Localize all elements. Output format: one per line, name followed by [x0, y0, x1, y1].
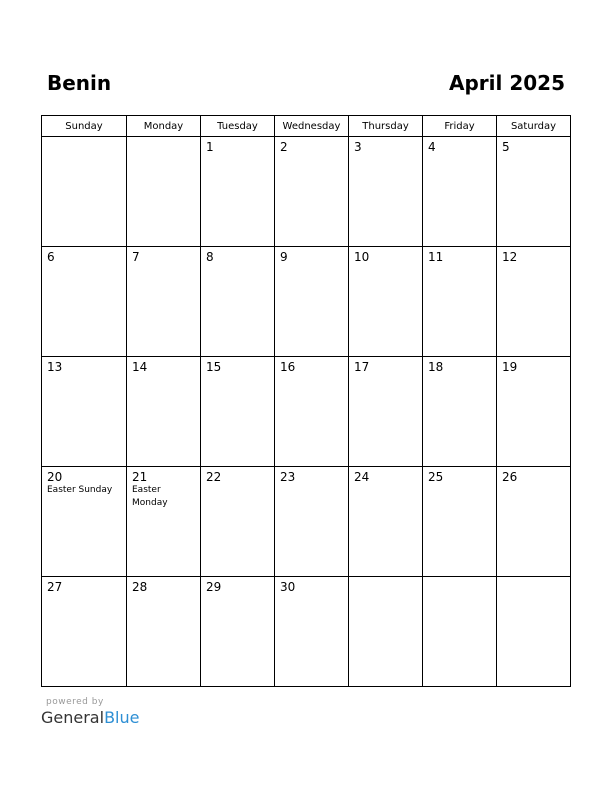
day-number: 4	[428, 140, 436, 154]
day-number	[127, 137, 200, 140]
day-cell	[349, 577, 423, 687]
day-number: 22	[206, 470, 222, 484]
day-cell	[42, 577, 127, 687]
day-number	[349, 577, 422, 580]
day-number	[497, 577, 570, 580]
weekday-header: Friday	[423, 116, 497, 137]
day-cell	[275, 137, 349, 247]
day-number: 29	[206, 580, 222, 594]
day-cell	[349, 467, 423, 577]
day-number: 27	[47, 580, 63, 594]
brand-name-part1: General	[41, 708, 105, 727]
calendar-grid	[41, 115, 571, 687]
day-cell	[423, 137, 497, 247]
day-cell	[423, 357, 497, 467]
day-cell	[349, 357, 423, 467]
day-cell	[42, 467, 127, 577]
day-number	[423, 577, 496, 580]
day-cell	[201, 357, 275, 467]
day-number: 13	[47, 360, 63, 374]
day-cell	[349, 247, 423, 357]
day-cell	[423, 247, 497, 357]
day-number: 10	[354, 250, 370, 264]
day-cell	[201, 467, 275, 577]
day-number: 26	[502, 470, 518, 484]
day-number: 16	[280, 360, 296, 374]
day-cell	[497, 137, 571, 247]
day-number: 17	[354, 360, 370, 374]
day-number: 5	[502, 140, 510, 154]
weekday-header: Saturday	[497, 116, 571, 137]
day-number: 20	[47, 470, 63, 484]
brand-logo[interactable]	[41, 708, 139, 728]
day-number: 15	[206, 360, 222, 374]
day-cell	[42, 137, 127, 247]
day-number: 19	[502, 360, 518, 374]
brand-name-part2: Blue	[104, 708, 140, 727]
holiday-label: Easter Monday	[132, 485, 168, 508]
day-cell	[127, 577, 201, 687]
day-number: 11	[428, 250, 444, 264]
day-cell	[423, 577, 497, 687]
week-row	[42, 357, 571, 467]
day-number: 7	[132, 250, 140, 264]
day-cell	[275, 467, 349, 577]
day-cell	[497, 467, 571, 577]
weekday-header: Monday	[127, 116, 201, 137]
day-number: 8	[206, 250, 214, 264]
day-number	[42, 137, 126, 140]
week-row	[42, 137, 571, 247]
day-number: 12	[502, 250, 518, 264]
day-cell	[349, 137, 423, 247]
day-number: 18	[428, 360, 444, 374]
day-number: 30	[280, 580, 296, 594]
day-cell	[497, 357, 571, 467]
day-number: 6	[47, 250, 55, 264]
day-cell	[127, 357, 201, 467]
weekday-header: Tuesday	[201, 116, 275, 137]
day-number: 28	[132, 580, 148, 594]
holiday-label: Easter Sunday	[47, 485, 113, 495]
day-number: 9	[280, 250, 288, 264]
day-number: 1	[206, 140, 214, 154]
day-cell	[201, 247, 275, 357]
day-number: 25	[428, 470, 444, 484]
powered-by-text: powered by	[46, 697, 104, 707]
day-cell	[201, 137, 275, 247]
month-title: April 2025	[449, 71, 565, 95]
day-cell	[127, 467, 201, 577]
day-number: 3	[354, 140, 362, 154]
day-cell	[42, 247, 127, 357]
day-number: 14	[132, 360, 148, 374]
day-number: 23	[280, 470, 296, 484]
day-cell	[201, 577, 275, 687]
day-cell	[497, 577, 571, 687]
week-row	[42, 577, 571, 687]
country-title: Benin	[47, 71, 112, 95]
day-number: 2	[280, 140, 288, 154]
weekday-header: Wednesday	[275, 116, 349, 137]
day-cell	[423, 467, 497, 577]
weekday-header: Sunday	[42, 116, 127, 137]
weekday-header: Thursday	[349, 116, 423, 137]
day-cell	[127, 137, 201, 247]
day-number: 24	[354, 470, 370, 484]
week-row	[42, 467, 571, 577]
day-cell	[275, 247, 349, 357]
weekday-header-row	[42, 116, 571, 137]
day-cell	[275, 357, 349, 467]
day-cell	[275, 577, 349, 687]
day-cell	[42, 357, 127, 467]
day-cell	[497, 247, 571, 357]
day-number: 21	[132, 470, 148, 484]
week-row	[42, 247, 571, 357]
day-cell	[127, 247, 201, 357]
